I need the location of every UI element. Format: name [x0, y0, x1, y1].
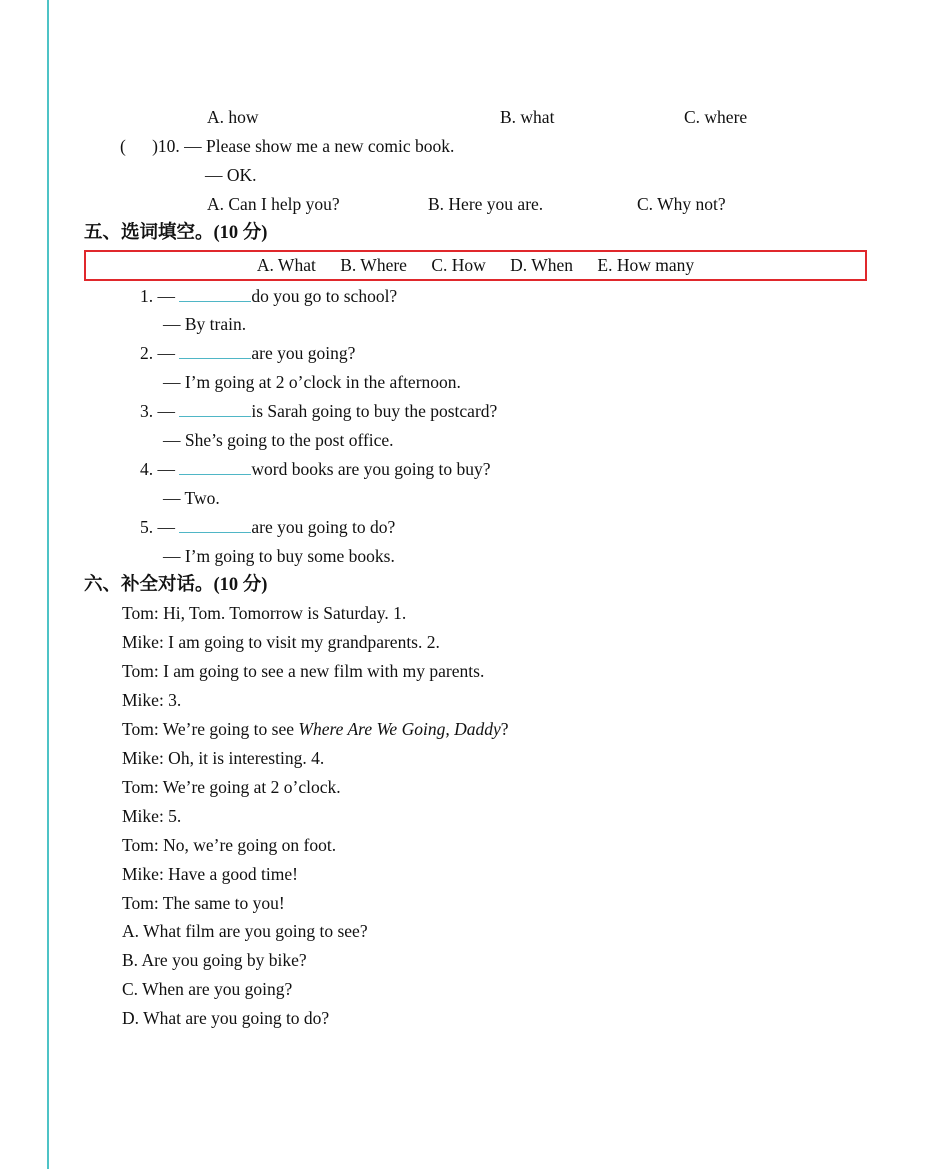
- section6-title: 六、补全对话。(10 分): [84, 574, 268, 595]
- answer-blank: [179, 403, 251, 417]
- question-number: 1. —: [140, 285, 180, 306]
- answer-blank: [179, 461, 251, 475]
- question-text: are you going to do?: [251, 516, 396, 537]
- fill-blank-answer-4: — Two.: [163, 487, 220, 508]
- question-text: do you go to school?: [251, 285, 398, 306]
- film-title: Where Are We Going, Daddy: [298, 719, 501, 740]
- dialogue-line-11: Tom: The same to you!: [122, 892, 285, 913]
- question10-reply: — OK.: [205, 164, 257, 185]
- dialogue-line-3: Tom: I am going to see a new film with my parents.: [122, 661, 485, 682]
- dialogue-option-d: D. What are you going to do?: [122, 1008, 330, 1029]
- dialogue-text: Tom: We’re going to see: [122, 719, 299, 740]
- section5-title: 五、选词填空。(10 分): [84, 222, 268, 243]
- dialogue-line-8: Mike: 5.: [122, 805, 182, 826]
- fill-blank-answer-2: — I’m going at 2 o’clock in the afternoon.: [163, 372, 461, 393]
- dialogue-line-2: Mike: I am going to visit my grandparents. 2.: [122, 632, 440, 653]
- dialogue-option-a: A. What film are you going to see?: [122, 921, 368, 942]
- question-number: 4. —: [140, 458, 180, 479]
- question10-options-row: [84, 190, 884, 219]
- question9-options-row: [84, 103, 884, 132]
- answer-blank: [179, 519, 251, 533]
- answer-blank: [179, 288, 251, 302]
- question-number: 2. —: [140, 343, 180, 364]
- dialogue-option-b: B. Are you going by bike?: [122, 950, 307, 971]
- word-bank-box: [84, 250, 867, 281]
- word-bank-option-c: C. How: [431, 254, 486, 275]
- fill-blank-answer-3: — She’s going to the post office.: [163, 430, 394, 451]
- word-bank-option-a: A. What: [256, 254, 316, 275]
- word-bank-option-d: D. When: [510, 254, 574, 275]
- option-c: C. where: [684, 107, 748, 127]
- fill-blank-question-3: [140, 397, 884, 426]
- dialogue-line-6: Mike: Oh, it is interesting. 4.: [122, 748, 325, 768]
- paper-content: [84, 103, 884, 1033]
- dialogue-text: ?: [500, 719, 509, 740]
- word-bank-option-b: B. Where: [340, 254, 407, 275]
- question-number: 5. —: [140, 516, 180, 537]
- word-bank-option-e: E. How many: [597, 254, 695, 275]
- question-text: are you going?: [251, 343, 356, 364]
- page-left-border-line: [47, 0, 49, 1169]
- fill-blank-answer-1: — By train.: [163, 314, 247, 335]
- option-c: C. Why not?: [637, 193, 726, 214]
- dialogue-line-10: Mike: Have a good time!: [122, 863, 298, 884]
- answer-blank: [179, 345, 251, 359]
- fill-blank-question-4: [140, 455, 884, 484]
- option-b: B. what: [500, 107, 555, 127]
- question10-line: ( )10. — Please show me a new comic book.: [120, 135, 455, 156]
- dialogue-line-7: Tom: We’re going at 2 o’clock.: [122, 776, 341, 797]
- fill-blank-question-5: [140, 513, 884, 542]
- fill-blank-question-2: [140, 339, 884, 368]
- question-number: 3. —: [140, 401, 180, 422]
- fill-blank-question-1: [140, 282, 884, 311]
- dialogue-line-1: Tom: Hi, Tom. Tomorrow is Saturday. 1.: [122, 603, 407, 624]
- fill-blank-answer-5: — I’m going to buy some books.: [163, 545, 395, 566]
- option-a: A. Can I help you?: [207, 193, 340, 214]
- dialogue-line-4: Mike: 3.: [122, 690, 182, 711]
- dialogue-line-5: [122, 715, 884, 744]
- option-b: B. Here you are.: [428, 193, 544, 214]
- question-text: word books are you going to buy?: [251, 458, 491, 479]
- option-a: A. how: [207, 107, 259, 127]
- dialogue-option-c: C. When are you going?: [122, 979, 293, 1000]
- question-text: is Sarah going to buy the postcard?: [251, 401, 498, 422]
- dialogue-line-9: Tom: No, we’re going on foot.: [122, 834, 337, 855]
